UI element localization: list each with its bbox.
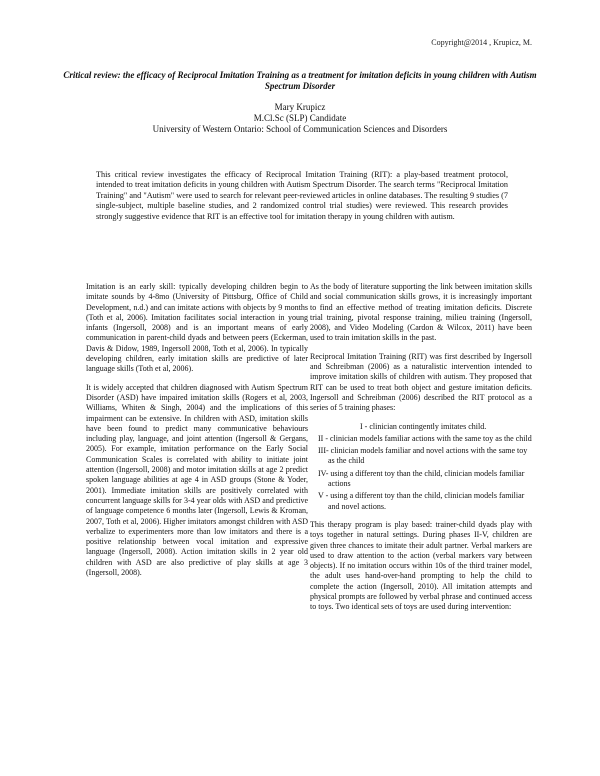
body-paragraph: Imitation is an early skill: typically developing children begin to imitate sounds by 4-8mo (University of Pittsburg, Office of Child Development, n.d.) and can imitate actions with objects by 9 months (Toth et al, 2006). Imitation facilitates social interaction in young infants (Ingersoll, 2008) and is an important means of early communication in parent-child dyads and between peers (Eckerman, Davis & Didow, 1989, Ingersoll 2008, Toth et al, 2006). In typically developing children, early imitation skills are predictive of later language skills (Toth et al, 2006).	[86, 282, 308, 374]
body-paragraph: As the body of literature supporting the link between imitation skills and social communication skills grows, it is increasingly important to find an effective method of treating imitation deficits. Discrete trial training, pivotal response training, milieu training (Ingersoll, 2008), and Video Modeling (Cardon & Wilcox, 2011) have been used to train imitation skills in the past.	[310, 282, 532, 343]
author-affiliation: University of Western Ontario: School of Communication Sciences and Disorders	[152, 124, 448, 134]
author-name: Mary Krupicz	[274, 102, 326, 112]
body-paragraph: This therapy program is play based: trainer-child dyads play with toys together in natural settings. During phases II-V, children are given three chances to imitate their adult partner. Verbal markers are used to draw attention to the action (verbal markers vary between objects). If no imitation occurs within 10s of the third trainer model, the adult uses hand-over-hand prompting to help the child to complete the action (Ingersoll, 2010). All imitation attempts and physical prompts are followed by verbal phrase and continued access to toys. Two identical sets of toys are used during intervention:	[310, 519, 532, 612]
abstract: This critical review investigates the efficacy of Reciprocal Imitation Training (RIT): a play-based treatment protocol, intended to treat imitation deficits in young children with Autism Spectrum Disorder. The search terms "Reciprocal Imitation Training" and "Autism" were used to search for relevant peer-reviewed articles in online databases. The resulting 9 studies (7 single-subject, multiple baseline studies, and 2 randomized control trial studies) were reviewed. This research provides strongly suggestive evidence that RIT is an effective tool for imitation therapy in young children with autism.	[96, 170, 508, 221]
list-item: V - using a different toy than the child, clinician models familiar and novel actions.	[318, 491, 525, 511]
body-paragraph: Reciprocal Imitation Training (RIT) was first described by Ingersoll and Schreibman (2006) as a naturalistic intervention intended to improve imitation skills of children with autism. They proposed that RIT can be used to treat both object and gesture imitation deficits. Ingersoll and Schreibman (2006) described the RIT protocol as a series of 5 training phases:	[310, 351, 532, 413]
author-credentials: M.Cl.Sc (SLP) Candidate	[253, 113, 347, 123]
list-item: III- clinician models familiar and novel actions with the same toy as the child	[318, 446, 528, 466]
copyright-header: Copyright@2014 , Krupicz, M.	[431, 38, 532, 47]
list-item: IV- using a different toy than the child, clinician models familiar actions	[318, 468, 525, 489]
left-column	[86, 282, 308, 586]
list-item: II - clinician models familiar actions with the same toy as the child	[318, 433, 532, 443]
list-item: I - clinician contingently imitates child.	[360, 421, 487, 431]
author-block	[60, 102, 540, 135]
right-column	[310, 282, 532, 621]
paper-title: Critical review: the efficacy of Reciprocal Imitation Training as a treatment for imitation deficits in young children with Autism Spectrum Disorder	[63, 70, 537, 91]
training-phases-list	[310, 422, 532, 512]
body-paragraph: It is widely accepted that children diagnosed with Autism Spectrum Disorder (ASD) have impaired imitation skills (Rogers et al, 2003, Williams, Whiten & Singh, 2004) and the implications of this impairment can be extensive. In children with ASD, imitation skills have been found to predict many communicative behaviours including play, language, and joint attention (Ingersoll & Gergans, 2005). For example, imitation performance on the Early Social Communication Scales is correlated with ability to initiate joint attention (Ingersoll, 2008) and motor imitation skills at age 2 predict spoken language abilities at age 4 in ASD groups (Stone & Yoder, 2001). Immediate imitation skills are positively correlated with concurrent language skills for 3-4 year olds with ASD and predictive of language competence 6 months later (Ingersoll, Lewis & Kroman, 2007, Toth et al, 2006). Higher imitators amongst children with ASD verbalize to experimenters more than low imitators and there is a positive relationship between vocal imitation and expressive language (Ingersoll, 2008). Action imitation skills in 2 year old children with ASD are also predictive of play skills at age 3 (Ingersoll, 2008).	[86, 382, 308, 578]
